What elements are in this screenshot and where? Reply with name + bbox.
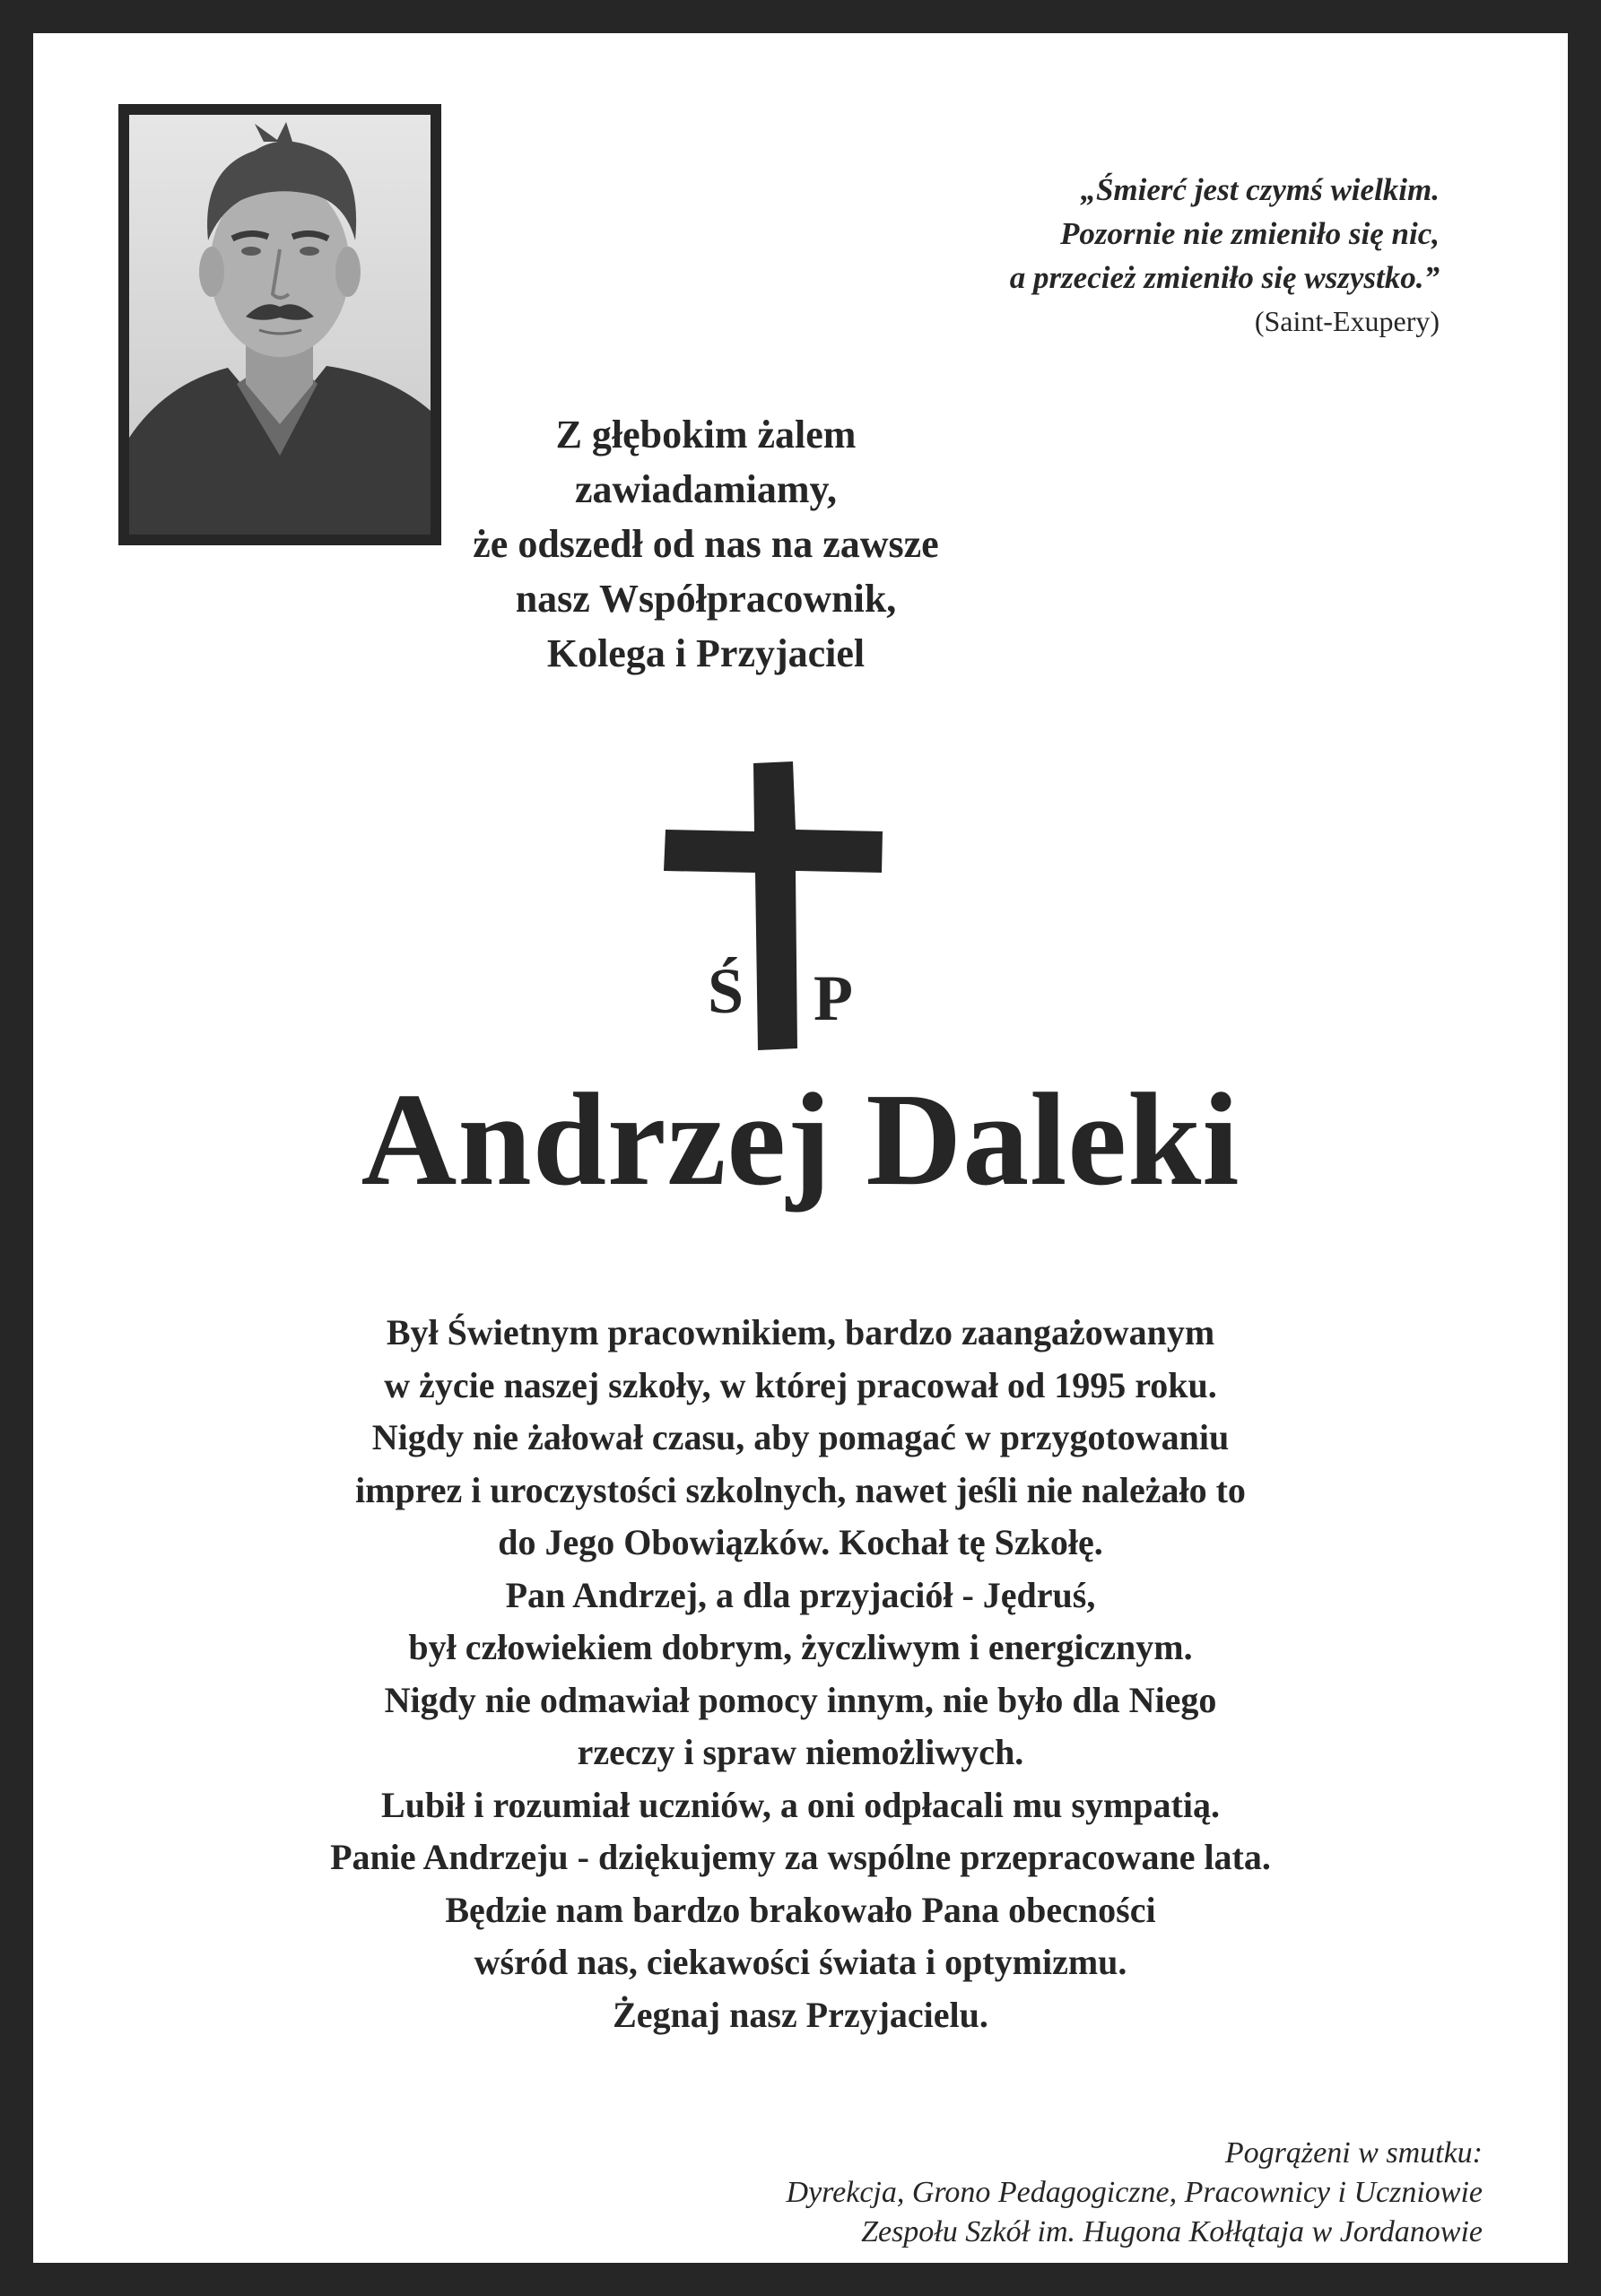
tribute-line: wśród nas, ciekawości świata i optymizmu. [474, 1942, 1127, 1982]
tribute-line: Pan Andrzej, a dla przyjaciół - Jędruś, [505, 1574, 1096, 1615]
tribute-line: Lubił i rozumiał uczniów, a oni odpłacali mu sympatią. [381, 1784, 1220, 1825]
tribute-line: Nigdy nie odmawiał pomocy innym, nie było dla Niego [384, 1679, 1217, 1720]
quote-line: Pozornie nie zmieniło się nic, [1060, 216, 1440, 251]
tribute-line: imprez i uroczystości szkolnych, nawet jeśli nie należało to [355, 1469, 1246, 1510]
cross-letter-left: Ś [708, 955, 744, 1027]
announcement-block [392, 407, 1020, 681]
cross-emblem [661, 760, 894, 1056]
announcement-line: Z głębokim żalem [555, 413, 857, 457]
tribute-line: Panie Andrzeju - dziękujemy za wspólne przepracowane lata. [330, 1837, 1271, 1877]
quote-block [722, 168, 1440, 344]
signature-line: Dyrekcja, Grono Pedagogiczne, Pracownicy i Uczniowie [786, 2176, 1483, 2209]
portrait-illustration [129, 115, 431, 535]
signature-line: Pogrążeni w smutku: [1224, 2136, 1483, 2170]
obituary-sheet [33, 33, 1568, 2263]
portrait-photo [129, 115, 431, 535]
announcement-line: zawiadamiamy, [574, 467, 838, 511]
cross-icon [661, 760, 894, 1056]
signature-line: Zespołu Szkół im. Hugona Kołłątaja w Jordanowie [861, 2215, 1483, 2248]
tribute-text [168, 1307, 1433, 2041]
tribute-line: był człowiekiem dobrym, życzliwym i energicznym. [408, 1627, 1193, 1667]
tribute-line: Był Świetnym pracownikiem, bardzo zaangażowanym [386, 1312, 1215, 1352]
deceased-name: Andrzej Daleki [361, 1066, 1240, 1213]
tribute-line: Będzie nam bardzo brakowało Pana obecności [445, 1889, 1156, 1930]
tribute-line: w życie naszej szkoły, w której pracował od 1995 roku. [384, 1364, 1217, 1405]
quote-author: (Saint-Exupery) [1254, 305, 1440, 337]
cross-letter-right: P [814, 962, 853, 1034]
quote-line: „Śmierć jest czymś wielkim. [1080, 172, 1440, 207]
tribute-line: do Jego Obowiązków. Kochał tę Szkołę. [498, 1522, 1103, 1562]
announcement-line: nasz Współpracownik, [515, 577, 897, 621]
quote-line: a przecież zmieniło się wszystko.” [1009, 260, 1440, 295]
tribute-line: rzeczy i spraw niemożliwych. [577, 1732, 1024, 1772]
signature-block [586, 2134, 1483, 2252]
announcement-line: że odszedł od nas na zawsze [473, 522, 939, 566]
tribute-line: Żegnaj nasz Przyjacielu. [613, 1994, 988, 2035]
tribute-line: Nigdy nie żałował czasu, aby pomagać w przygotowaniu [371, 1417, 1230, 1457]
announcement-line: Kolega i Przyjaciel [546, 631, 866, 675]
